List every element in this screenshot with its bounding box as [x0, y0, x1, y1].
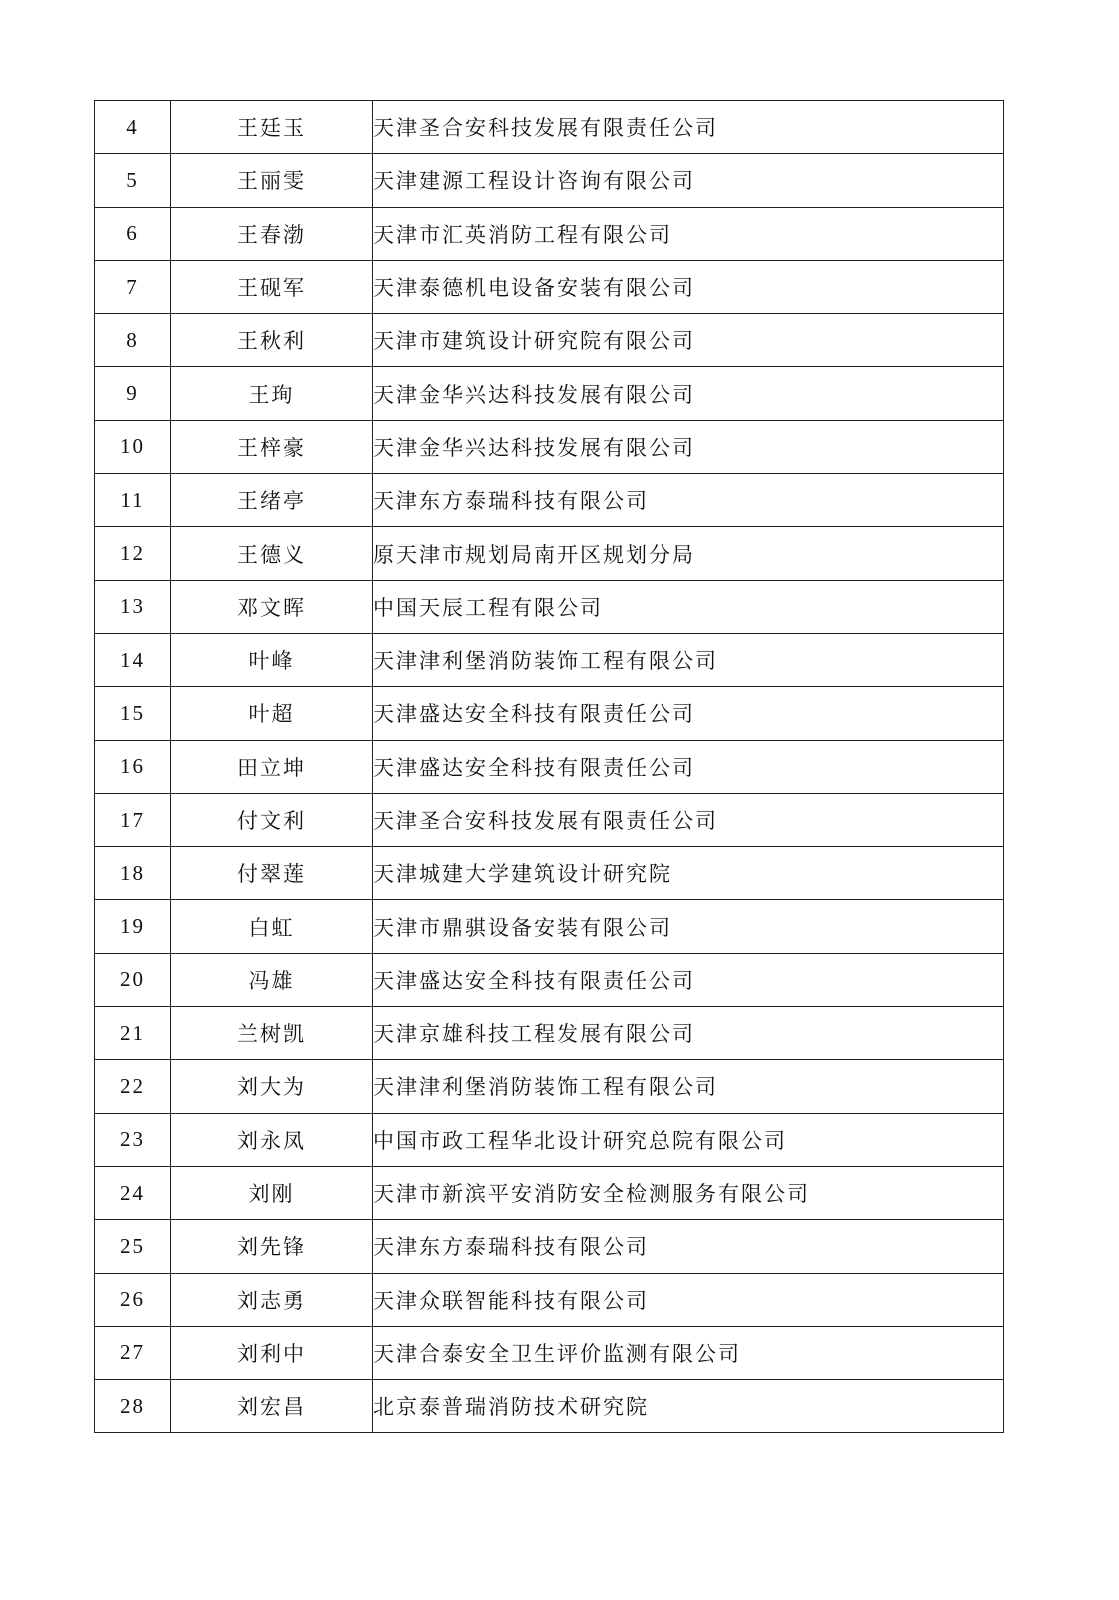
- roster-table-body: [95, 101, 1004, 1433]
- table-row: [95, 314, 1004, 367]
- person-name: 白虹: [171, 900, 373, 953]
- table-row: [95, 154, 1004, 207]
- table-row: [95, 847, 1004, 900]
- table-row: [95, 1220, 1004, 1273]
- table-row: [95, 580, 1004, 633]
- table-row: [95, 1273, 1004, 1326]
- person-name: 刘宏昌: [171, 1380, 373, 1433]
- roster-sheet: [94, 100, 1004, 1433]
- organization-name: 天津金华兴达科技发展有限公司: [373, 367, 1004, 420]
- row-number: 14: [95, 633, 171, 686]
- table-row: [95, 420, 1004, 473]
- person-name: 王绪亭: [171, 474, 373, 527]
- row-number: 9: [95, 367, 171, 420]
- person-name: 刘先锋: [171, 1220, 373, 1273]
- roster-table: [94, 100, 1004, 1433]
- row-number: 26: [95, 1273, 171, 1326]
- row-number: 27: [95, 1326, 171, 1379]
- person-name: 叶峰: [171, 633, 373, 686]
- table-row: [95, 101, 1004, 154]
- organization-name: 天津合泰安全卫生评价监测有限公司: [373, 1326, 1004, 1379]
- table-row: [95, 900, 1004, 953]
- row-number: 17: [95, 793, 171, 846]
- row-number: 20: [95, 953, 171, 1006]
- person-name: 王珣: [171, 367, 373, 420]
- table-row: [95, 1380, 1004, 1433]
- table-row: [95, 687, 1004, 740]
- organization-name: 中国天辰工程有限公司: [373, 580, 1004, 633]
- row-number: 23: [95, 1113, 171, 1166]
- table-row: [95, 527, 1004, 580]
- row-number: 18: [95, 847, 171, 900]
- table-row: [95, 1166, 1004, 1219]
- person-name: 王秋利: [171, 314, 373, 367]
- organization-name: 天津市鼎骐设备安装有限公司: [373, 900, 1004, 953]
- row-number: 5: [95, 154, 171, 207]
- person-name: 王春渤: [171, 207, 373, 260]
- row-number: 21: [95, 1007, 171, 1060]
- organization-name: 天津圣合安科技发展有限责任公司: [373, 101, 1004, 154]
- organization-name: 天津东方泰瑞科技有限公司: [373, 474, 1004, 527]
- person-name: 兰树凯: [171, 1007, 373, 1060]
- table-row: [95, 633, 1004, 686]
- table-row: [95, 793, 1004, 846]
- organization-name: 天津京雄科技工程发展有限公司: [373, 1007, 1004, 1060]
- organization-name: 原天津市规划局南开区规划分局: [373, 527, 1004, 580]
- organization-name: 天津津利堡消防装饰工程有限公司: [373, 1060, 1004, 1113]
- organization-name: 天津圣合安科技发展有限责任公司: [373, 793, 1004, 846]
- person-name: 刘大为: [171, 1060, 373, 1113]
- person-name: 王德义: [171, 527, 373, 580]
- organization-name: 天津盛达安全科技有限责任公司: [373, 740, 1004, 793]
- table-row: [95, 260, 1004, 313]
- table-row: [95, 1060, 1004, 1113]
- person-name: 付翠莲: [171, 847, 373, 900]
- organization-name: 天津东方泰瑞科技有限公司: [373, 1220, 1004, 1273]
- row-number: 10: [95, 420, 171, 473]
- person-name: 刘永凤: [171, 1113, 373, 1166]
- row-number: 15: [95, 687, 171, 740]
- table-row: [95, 740, 1004, 793]
- organization-name: 天津津利堡消防装饰工程有限公司: [373, 633, 1004, 686]
- table-row: [95, 474, 1004, 527]
- organization-name: 中国市政工程华北设计研究总院有限公司: [373, 1113, 1004, 1166]
- row-number: 25: [95, 1220, 171, 1273]
- row-number: 28: [95, 1380, 171, 1433]
- organization-name: 天津市建筑设计研究院有限公司: [373, 314, 1004, 367]
- table-row: [95, 207, 1004, 260]
- organization-name: 天津建源工程设计咨询有限公司: [373, 154, 1004, 207]
- row-number: 22: [95, 1060, 171, 1113]
- person-name: 刘刚: [171, 1166, 373, 1219]
- row-number: 16: [95, 740, 171, 793]
- organization-name: 天津盛达安全科技有限责任公司: [373, 953, 1004, 1006]
- row-number: 7: [95, 260, 171, 313]
- person-name: 叶超: [171, 687, 373, 740]
- table-row: [95, 1007, 1004, 1060]
- row-number: 19: [95, 900, 171, 953]
- person-name: 王砚军: [171, 260, 373, 313]
- organization-name: 天津众联智能科技有限公司: [373, 1273, 1004, 1326]
- table-row: [95, 953, 1004, 1006]
- person-name: 付文利: [171, 793, 373, 846]
- table-row: [95, 1113, 1004, 1166]
- row-number: 4: [95, 101, 171, 154]
- person-name: 田立坤: [171, 740, 373, 793]
- organization-name: 天津市汇英消防工程有限公司: [373, 207, 1004, 260]
- person-name: 刘志勇: [171, 1273, 373, 1326]
- person-name: 王廷玉: [171, 101, 373, 154]
- person-name: 王梓豪: [171, 420, 373, 473]
- row-number: 11: [95, 474, 171, 527]
- organization-name: 天津盛达安全科技有限责任公司: [373, 687, 1004, 740]
- row-number: 8: [95, 314, 171, 367]
- row-number: 12: [95, 527, 171, 580]
- person-name: 刘利中: [171, 1326, 373, 1379]
- person-name: 邓文晖: [171, 580, 373, 633]
- table-row: [95, 1326, 1004, 1379]
- organization-name: 天津市新滨平安消防安全检测服务有限公司: [373, 1166, 1004, 1219]
- organization-name: 北京泰普瑞消防技术研究院: [373, 1380, 1004, 1433]
- person-name: 冯雄: [171, 953, 373, 1006]
- organization-name: 天津金华兴达科技发展有限公司: [373, 420, 1004, 473]
- organization-name: 天津城建大学建筑设计研究院: [373, 847, 1004, 900]
- table-row: [95, 367, 1004, 420]
- person-name: 王丽雯: [171, 154, 373, 207]
- row-number: 6: [95, 207, 171, 260]
- row-number: 24: [95, 1166, 171, 1219]
- organization-name: 天津泰德机电设备安装有限公司: [373, 260, 1004, 313]
- row-number: 13: [95, 580, 171, 633]
